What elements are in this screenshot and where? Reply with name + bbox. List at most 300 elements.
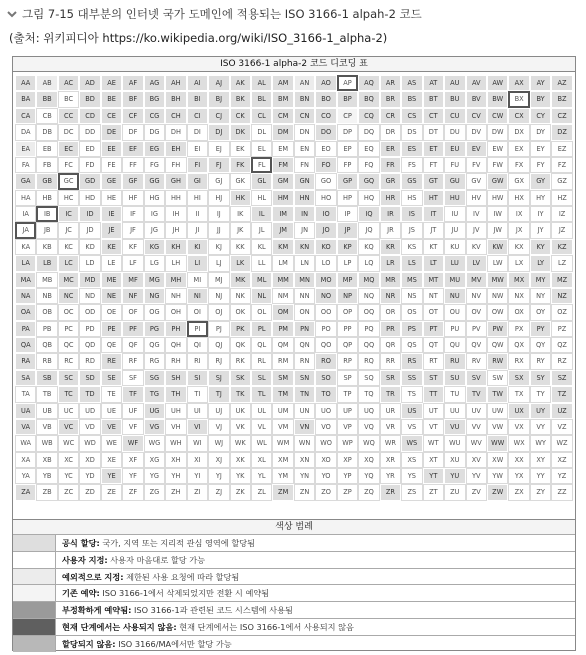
code-cell-hf: HF: [122, 190, 143, 206]
code-cell-vu: VU: [444, 419, 465, 435]
code-cell-uu: UU: [444, 403, 465, 419]
code-cell-js: JS: [401, 222, 422, 238]
code-cell-vo: VO: [315, 419, 336, 435]
code-cell-rl: RL: [251, 353, 272, 369]
legend-text: [56, 552, 205, 568]
code-cell-cp: CP: [337, 108, 358, 124]
code-cell-va: VA: [15, 419, 36, 435]
code-cell-hn: HN: [294, 190, 315, 206]
code-cell-sc: SC: [58, 370, 79, 386]
code-cell-mp: MP: [337, 272, 358, 288]
code-cell-xd: XD: [79, 452, 100, 468]
code-cell-ks: KS: [401, 239, 422, 255]
code-cell-ad: AD: [79, 75, 100, 91]
code-cell-ie: IE: [101, 206, 122, 222]
code-cell-wd: WD: [79, 435, 100, 451]
code-cell-tw: TW: [487, 386, 508, 402]
code-cell-cb: CB: [36, 108, 57, 124]
code-cell-dj: DJ: [208, 124, 229, 140]
code-cell-ym: YM: [272, 468, 293, 484]
legend-label: 현재 단계에서는 사용되지 않음:: [62, 621, 177, 632]
code-cell-lr: LR: [380, 255, 401, 271]
code-cell-mr: MR: [380, 272, 401, 288]
code-cell-ts: TS: [401, 386, 422, 402]
code-cell-if: IF: [122, 206, 143, 222]
code-cell-nu: NU: [444, 288, 465, 304]
code-cell-yf: YF: [122, 468, 143, 484]
code-cell-ol: OL: [251, 304, 272, 320]
code-cell-dc: DC: [58, 124, 79, 140]
code-cell-av: AV: [466, 75, 487, 91]
code-cell-do: DO: [315, 124, 336, 140]
code-cell-kp: KP: [337, 239, 358, 255]
code-cell-hi: HI: [187, 190, 208, 206]
code-cell-mm: MM: [272, 272, 293, 288]
code-cell-it: IT: [423, 206, 444, 222]
code-cell-jo: JO: [315, 222, 336, 238]
code-cell-zw: ZW: [487, 484, 508, 500]
code-cell-ke: KE: [101, 239, 122, 255]
code-cell-vt: VT: [423, 419, 444, 435]
code-cell-pl: PL: [251, 321, 272, 337]
code-cell-ws: WS: [401, 435, 422, 451]
code-cell-bv: BV: [466, 91, 487, 107]
code-cell-xv: XV: [466, 452, 487, 468]
code-cell-yk: YK: [230, 468, 251, 484]
code-cell-vj: VJ: [208, 419, 229, 435]
code-cell-re: RE: [101, 353, 122, 369]
code-cell-ki: KI: [187, 239, 208, 255]
code-cell-qm: QM: [272, 337, 293, 353]
code-cell-ce: CE: [101, 108, 122, 124]
code-cell-gu: GU: [444, 173, 465, 189]
code-cell-du: DU: [444, 124, 465, 140]
code-cell-hy: HY: [530, 190, 551, 206]
code-cell-zk: ZK: [230, 484, 251, 500]
code-cell-bj: BJ: [208, 91, 229, 107]
code-cell-ux: UX: [508, 403, 529, 419]
code-cell-jm: JM: [272, 222, 293, 238]
code-cell-qk: QK: [230, 337, 251, 353]
code-cell-mk: MK: [230, 272, 251, 288]
code-cell-gd: GD: [79, 173, 100, 189]
code-cell-pp: PP: [337, 321, 358, 337]
code-cell-kd: KD: [79, 239, 100, 255]
code-cell-xi: XI: [187, 452, 208, 468]
code-cell-ko: KO: [315, 239, 336, 255]
code-cell-gl: GL: [251, 173, 272, 189]
code-cell-iz: IZ: [551, 206, 572, 222]
code-cell-pw: PW: [487, 321, 508, 337]
code-cell-qn: QN: [294, 337, 315, 353]
code-cell-ku: KU: [444, 239, 465, 255]
code-cell-ru: RU: [444, 353, 465, 369]
code-cell-ml: ML: [251, 272, 272, 288]
code-cell-iu: IU: [444, 206, 465, 222]
code-cell-mf: MF: [122, 272, 143, 288]
code-cell-qj: QJ: [208, 337, 229, 353]
code-cell-tf: TF: [122, 386, 143, 402]
code-cell-hl: HL: [251, 190, 272, 206]
code-cell-rn: RN: [294, 353, 315, 369]
code-cell-nn: NN: [294, 288, 315, 304]
code-cell-qa: QA: [15, 337, 36, 353]
code-cell-hc: HC: [58, 190, 79, 206]
code-cell-zl: ZL: [251, 484, 272, 500]
code-cell-jz: JZ: [551, 222, 572, 238]
code-cell-ps: PS: [401, 321, 422, 337]
code-cell-ir: IR: [380, 206, 401, 222]
code-cell-is: IS: [401, 206, 422, 222]
code-cell-kc: KC: [58, 239, 79, 255]
code-cell-ht: HT: [423, 190, 444, 206]
code-cell-mi: MI: [187, 272, 208, 288]
code-cell-io: IO: [315, 206, 336, 222]
code-cell-sf: SF: [122, 370, 143, 386]
code-cell-kw: KW: [487, 239, 508, 255]
code-cell-az: AZ: [551, 75, 572, 91]
legend-description: 국가, 지역 또는 지리적 관심 영역에 할당됨: [99, 538, 256, 548]
code-cell-or: OR: [380, 304, 401, 320]
code-cell-fb: FB: [36, 157, 57, 173]
legend-row: [13, 551, 575, 568]
code-cell-lx: LX: [508, 255, 529, 271]
code-cell-nx: NX: [508, 288, 529, 304]
code-cell-si: SI: [187, 370, 208, 386]
code-cell-cm: CM: [272, 108, 293, 124]
code-cell-jb: JB: [36, 222, 57, 238]
code-cell-ww: WW: [487, 435, 508, 451]
code-cell-ov: OV: [466, 304, 487, 320]
code-cell-he: HE: [101, 190, 122, 206]
code-cell-le: LE: [101, 255, 122, 271]
code-cell-ka: KA: [15, 239, 36, 255]
code-cell-fo: FO: [315, 157, 336, 173]
code-cell-na: NA: [15, 288, 36, 304]
code-cell-dt: DT: [423, 124, 444, 140]
code-cell-qy: QY: [530, 337, 551, 353]
code-cell-au: AU: [444, 75, 465, 91]
code-cell-iy: IY: [530, 206, 551, 222]
code-cell-dg: DG: [144, 124, 165, 140]
code-cell-hs: HS: [401, 190, 422, 206]
code-cell-so: SO: [315, 370, 336, 386]
code-cell-km: KM: [272, 239, 293, 255]
code-cell-ez: EZ: [551, 141, 572, 157]
code-cell-zv: ZV: [466, 484, 487, 500]
code-cell-ns: NS: [401, 288, 422, 304]
code-cell-ga: GA: [15, 173, 36, 189]
code-cell-lq: LQ: [358, 255, 379, 271]
code-cell-qo: QO: [315, 337, 336, 353]
code-cell-kq: KQ: [358, 239, 379, 255]
code-cell-we: WE: [101, 435, 122, 451]
color-legend: [13, 534, 575, 652]
code-cell-wy: WY: [530, 435, 551, 451]
code-cell-xz: XZ: [551, 452, 572, 468]
code-cell-yp: YP: [337, 468, 358, 484]
code-cell-mv: MV: [466, 272, 487, 288]
code-cell-vf: VF: [122, 419, 143, 435]
code-cell-eg: EG: [144, 141, 165, 157]
code-cell-lm: LM: [272, 255, 293, 271]
code-cell-li: LI: [187, 255, 208, 271]
legend-description: ISO 3166/MA에서만 할당 가능: [115, 638, 232, 649]
legend-text: [56, 585, 269, 601]
code-cell-gb: GB: [36, 173, 57, 189]
code-cell-bo: BO: [315, 91, 336, 107]
code-cell-sq: SQ: [358, 370, 379, 386]
code-cell-sl: SL: [251, 370, 272, 386]
code-cell-pi: PI: [187, 321, 208, 337]
code-cell-vh: VH: [165, 419, 186, 435]
code-cell-pk: PK: [230, 321, 251, 337]
code-cell-pe: PE: [101, 321, 122, 337]
legend-label: 기존 예약:: [62, 588, 100, 599]
code-cell-up: UP: [337, 403, 358, 419]
code-cell-la: LA: [15, 255, 36, 271]
code-cell-fa: FA: [15, 157, 36, 173]
code-cell-ab: AB: [36, 75, 57, 91]
code-cell-vn: VN: [294, 419, 315, 435]
legend-label: 공식 할당:: [62, 538, 100, 548]
code-cell-jp: JP: [337, 222, 358, 238]
code-cell-zb: ZB: [36, 484, 57, 500]
code-cell-gx: GX: [508, 173, 529, 189]
code-cell-th: TH: [165, 386, 186, 402]
code-cell-wo: WO: [315, 435, 336, 451]
code-cell-nj: NJ: [208, 288, 229, 304]
code-cell-gi: GI: [187, 173, 208, 189]
code-cell-tc: TC: [58, 386, 79, 402]
code-cell-pc: PC: [58, 321, 79, 337]
code-cell-dx: DX: [508, 124, 529, 140]
code-cell-lu: LU: [444, 255, 465, 271]
code-cell-ef: EF: [122, 141, 143, 157]
code-cell-fi: FI: [187, 157, 208, 173]
code-cell-db: DB: [36, 124, 57, 140]
code-cell-zt: ZT: [423, 484, 444, 500]
code-cell-rv: RV: [466, 353, 487, 369]
code-cell-kj: KJ: [208, 239, 229, 255]
code-cell-ok: OK: [230, 304, 251, 320]
code-cell-kg: KG: [144, 239, 165, 255]
code-cell-ng: NG: [144, 288, 165, 304]
code-cell-bx: BX: [508, 91, 529, 107]
code-cell-ay: AY: [530, 75, 551, 91]
code-cell-qf: QF: [122, 337, 143, 353]
code-cell-lz: LZ: [551, 255, 572, 271]
code-cell-gz: GZ: [551, 173, 572, 189]
code-cell-jc: JC: [58, 222, 79, 238]
code-cell-lb: LB: [36, 255, 57, 271]
code-cell-uy: UY: [530, 403, 551, 419]
code-cell-mw: MW: [487, 272, 508, 288]
code-cell-hh: HH: [165, 190, 186, 206]
code-cell-xq: XQ: [358, 452, 379, 468]
code-cell-gf: GF: [122, 173, 143, 189]
code-cell-od: OD: [79, 304, 100, 320]
code-cell-ev: EV: [466, 141, 487, 157]
code-cell-gc: GC: [58, 173, 79, 189]
code-cell-dv: DV: [466, 124, 487, 140]
code-cell-lc: LC: [58, 255, 79, 271]
code-cell-wr: WR: [380, 435, 401, 451]
code-cell-ri: RI: [187, 353, 208, 369]
code-cell-mt: MT: [423, 272, 444, 288]
code-cell-vd: VD: [79, 419, 100, 435]
code-cell-ew: EW: [487, 141, 508, 157]
code-cell-fw: FW: [487, 157, 508, 173]
table-title: ISO 3166-1 alpha-2 코드 디코딩 표: [13, 57, 575, 72]
code-cell-ca: CA: [15, 108, 36, 124]
code-cell-wn: WN: [294, 435, 315, 451]
code-cell-zy: ZY: [530, 484, 551, 500]
legend-row: [13, 584, 575, 601]
code-cell-tl: TL: [251, 386, 272, 402]
code-cell-pz: PZ: [551, 321, 572, 337]
code-cell-mo: MO: [315, 272, 336, 288]
code-cell-eo: EO: [315, 141, 336, 157]
code-cell-zq: ZQ: [358, 484, 379, 500]
code-cell-fv: FV: [466, 157, 487, 173]
code-cell-qi: QI: [187, 337, 208, 353]
code-cell-rq: RQ: [358, 353, 379, 369]
code-cell-ag: AG: [144, 75, 165, 91]
code-cell-ss: SS: [401, 370, 422, 386]
code-cell-ic: IC: [58, 206, 79, 222]
code-cell-yy: YY: [530, 468, 551, 484]
code-cell-zm: ZM: [272, 484, 293, 500]
legend-row: [13, 635, 575, 652]
code-cell-ia: IA: [15, 206, 36, 222]
code-cell-bw: BW: [487, 91, 508, 107]
legend-description: 사용자 마음대로 할당 가능: [107, 554, 206, 565]
code-cell-qh: QH: [165, 337, 186, 353]
code-cell-gv: GV: [466, 173, 487, 189]
code-cell-xs: XS: [401, 452, 422, 468]
code-cell-zh: ZH: [165, 484, 186, 500]
code-cell-iq: IQ: [358, 206, 379, 222]
code-cell-xo: XO: [315, 452, 336, 468]
code-cell-tn: TN: [294, 386, 315, 402]
code-cell-kn: KN: [294, 239, 315, 255]
code-cell-jk: JK: [230, 222, 251, 238]
code-cell-qu: QU: [444, 337, 465, 353]
code-cell-dl: DL: [251, 124, 272, 140]
code-cell-zu: ZU: [444, 484, 465, 500]
code-cell-ne: NE: [101, 288, 122, 304]
code-cell-vs: VS: [401, 419, 422, 435]
code-cell-kt: KT: [423, 239, 444, 255]
code-cell-dn: DN: [294, 124, 315, 140]
code-cell-fu: FU: [444, 157, 465, 173]
code-cell-ck: CK: [230, 108, 251, 124]
code-cell-pn: PN: [294, 321, 315, 337]
legend-swatch: [13, 552, 56, 568]
code-cell-gq: GQ: [358, 173, 379, 189]
code-cell-xj: XJ: [208, 452, 229, 468]
code-cell-mc: MC: [58, 272, 79, 288]
code-cell-ro: RO: [315, 353, 336, 369]
code-cell-vp: VP: [337, 419, 358, 435]
code-cell-us: US: [401, 403, 422, 419]
code-cell-bk: BK: [230, 91, 251, 107]
code-cell-hj: HJ: [208, 190, 229, 206]
code-cell-xe: XE: [101, 452, 122, 468]
code-cell-ib: IB: [36, 206, 57, 222]
code-cell-wh: WH: [165, 435, 186, 451]
code-cell-ed: ED: [79, 141, 100, 157]
code-cell-kf: KF: [122, 239, 143, 255]
code-cell-bq: BQ: [358, 91, 379, 107]
code-cell-xg: XG: [144, 452, 165, 468]
code-cell-zn: ZN: [294, 484, 315, 500]
code-cell-yc: YC: [58, 468, 79, 484]
code-cell-ud: UD: [79, 403, 100, 419]
code-cell-tg: TG: [144, 386, 165, 402]
code-cell-oc: OC: [58, 304, 79, 320]
code-cell-gk: GK: [230, 173, 251, 189]
code-cell-ff: FF: [122, 157, 143, 173]
code-cell-fj: FJ: [208, 157, 229, 173]
code-cell-xl: XL: [251, 452, 272, 468]
code-cell-ih: IH: [165, 206, 186, 222]
code-cell-sh: SH: [165, 370, 186, 386]
code-cell-kx: KX: [508, 239, 529, 255]
code-cell-wm: WM: [272, 435, 293, 451]
code-cell-ac: AC: [58, 75, 79, 91]
code-cell-jg: JG: [144, 222, 165, 238]
code-cell-qb: QB: [36, 337, 57, 353]
code-cell-uf: UF: [122, 403, 143, 419]
code-cell-mh: MH: [165, 272, 186, 288]
code-cell-il: IL: [251, 206, 272, 222]
code-cell-xp: XP: [337, 452, 358, 468]
code-cell-md: MD: [79, 272, 100, 288]
code-cell-jd: JD: [79, 222, 100, 238]
code-cell-ix: IX: [508, 206, 529, 222]
code-cell-cs: CS: [401, 108, 422, 124]
code-cell-op: OP: [337, 304, 358, 320]
code-cell-mz: MZ: [551, 272, 572, 288]
code-cell-bi: BI: [187, 91, 208, 107]
code-cell-yb: YB: [36, 468, 57, 484]
code-cell-ea: EA: [15, 141, 36, 157]
code-cell-uw: UW: [487, 403, 508, 419]
code-cell-yd: YD: [79, 468, 100, 484]
code-cell-ly: LY: [530, 255, 551, 271]
code-cell-dh: DH: [165, 124, 186, 140]
caption-text: 그림 7-15 대부분의 인터넷 국가 도메인에 적용되는 ISO 3166-1 alpah-2 코드: [22, 7, 422, 21]
code-cell-nv: NV: [466, 288, 487, 304]
code-cell-be: BE: [101, 91, 122, 107]
code-cell-dz: DZ: [551, 124, 572, 140]
code-cell-wa: WA: [15, 435, 36, 451]
code-cell-oj: OJ: [208, 304, 229, 320]
code-cell-xu: XU: [444, 452, 465, 468]
code-cell-ge: GE: [101, 173, 122, 189]
code-cell-my: MY: [530, 272, 551, 288]
code-cell-tt: TT: [423, 386, 444, 402]
code-cell-rd: RD: [79, 353, 100, 369]
code-cell-vz: VZ: [551, 419, 572, 435]
code-cell-kz: KZ: [551, 239, 572, 255]
code-cell-lw: LW: [487, 255, 508, 271]
code-cell-ra: RA: [15, 353, 36, 369]
code-cell-go: GO: [315, 173, 336, 189]
code-cell-nb: NB: [36, 288, 57, 304]
